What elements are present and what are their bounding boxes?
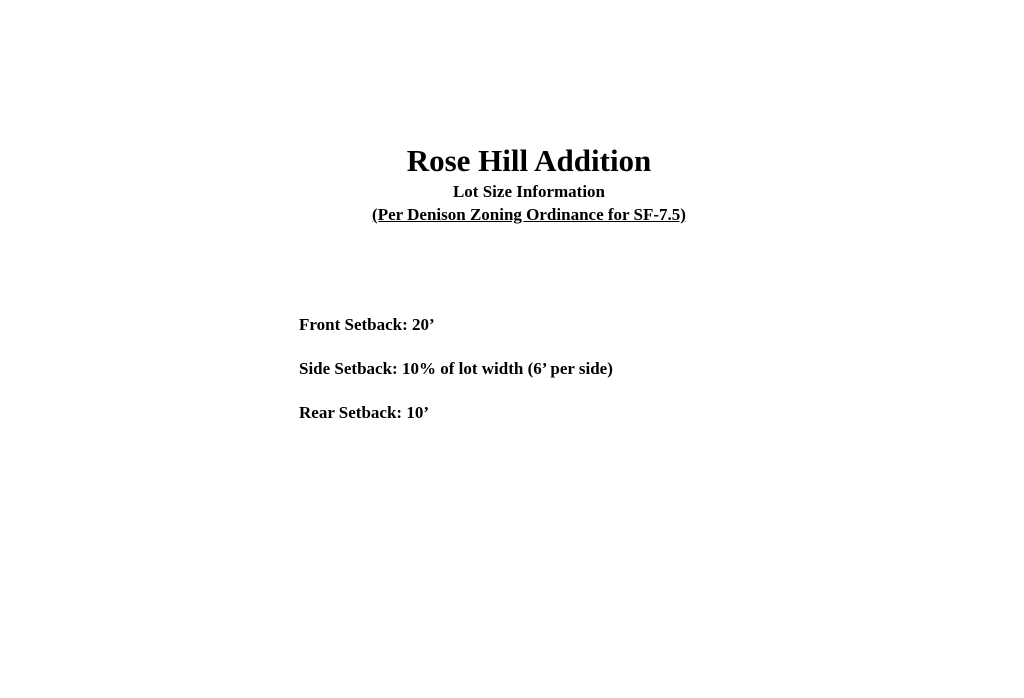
setback-rear: Rear Setback: 10’: [299, 403, 429, 422]
document-subtitle: Lot Size Information: [452, 182, 606, 201]
ordinance-reference: (Per Denison Zoning Ordinance for SF-7.5): [372, 205, 686, 224]
setback-front: Front Setback: 20’: [299, 315, 435, 334]
document-header: [0, 142, 1024, 226]
document-title: Rose Hill Addition: [406, 143, 652, 178]
setback-side: Side Setback: 10% of lot width (6’ per side): [299, 359, 613, 378]
setback-list: [299, 313, 613, 445]
